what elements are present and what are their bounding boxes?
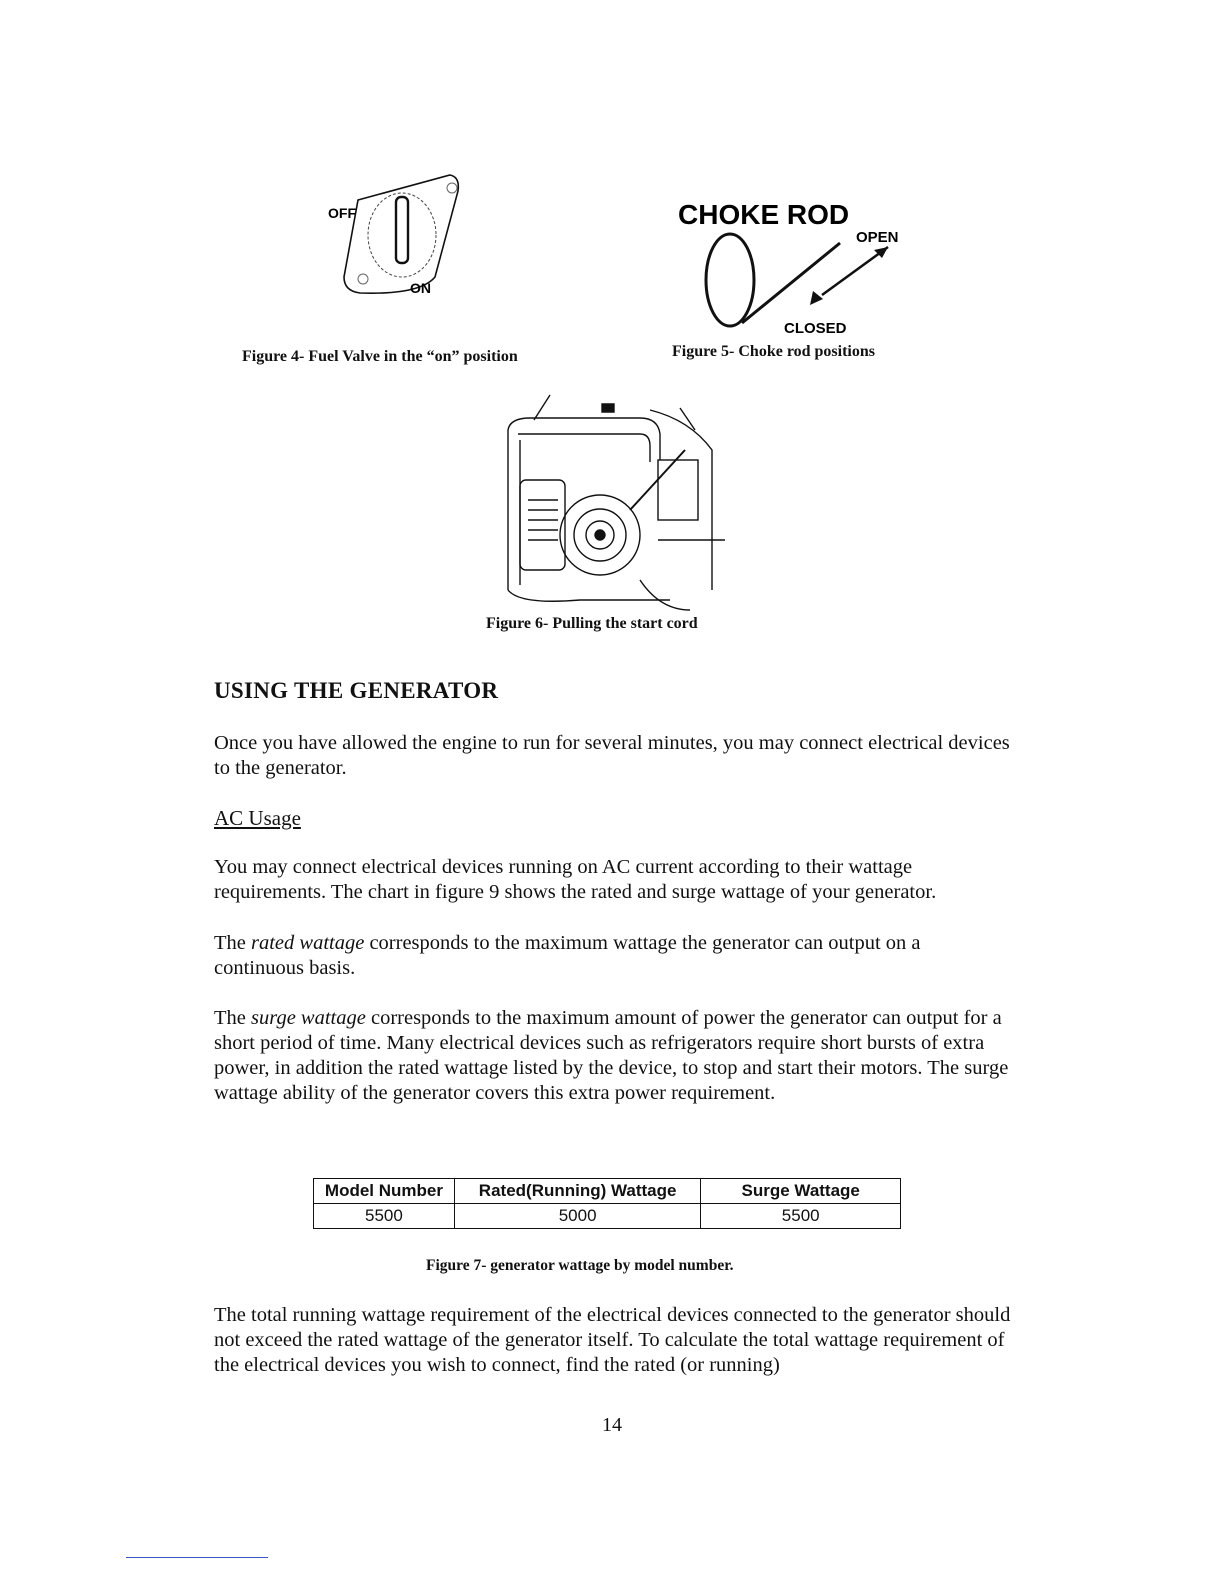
surge-wattage-term: surge wattage [251,1007,366,1029]
paragraph-surge-wattage [214,1006,1014,1106]
surge-prefix: The [214,1007,251,1029]
rated-rest: corresponds to the maximum wattage the generator can output on a continuous basis. [214,932,921,979]
fuel-valve-figure [300,165,480,305]
off-label: OFF [328,205,356,221]
figure6-caption: Figure 6- Pulling the start cord [486,615,698,632]
figure4-caption: Figure 4- Fuel Valve in the “on” position [242,348,518,365]
figure5-caption: Figure 5- Choke rod positions [672,343,875,360]
footnote-separator [126,1557,268,1558]
table-header-row [314,1179,901,1204]
choke-rod-title: CHOKE ROD [678,199,850,230]
plate-hole-top [447,183,457,193]
header-model-number: Model Number [314,1179,455,1204]
closed-label: CLOSED [784,320,847,337]
table-row [314,1204,901,1229]
choke-rod-loop [706,234,754,326]
paragraph-total-running-wattage: The total running wattage requirement of the electrical devices connected to the generator should not exceed the rated wattage of the generator itself. To calculate the total wattage requirement of the electrical devices you wish to connect, find the rated (or running) [214,1304,1011,1376]
intro-paragraph: Once you have allowed the engine to run for several minutes, you may connect electrical devices to the generator. [214,732,1010,779]
rated-prefix: The [214,932,251,954]
paragraph-rated-wattage [214,931,1014,981]
wattage-table [313,1178,901,1229]
paragraph-wattage-requirements: You may connect electrical devices running on AC current according to their wattage requirements. The chart in figure 9 shows the rated and surge wattage of your generator. [214,856,937,903]
ac-usage-subheading: AC Usage [214,806,301,830]
on-label: ON [410,280,431,296]
fuel-valve-lever [396,197,408,263]
page-number: 14 [602,1414,622,1436]
surge-rest: corresponds to the maximum amount of power the generator can output for a short period of time. Many electrical devices such as refrigerators require short bursts of extra power, in addition the rated wattage listed by the device, to stop and start their motors. The surge wattage ability of the generator covers this extra power requirement. [214,1007,1009,1104]
cell-rated-wattage: 5000 [454,1204,701,1229]
header-surge-wattage: Surge Wattage [701,1179,901,1204]
cell-model-number: 5500 [314,1204,455,1229]
choke-rod-shaft [742,243,840,323]
section-heading: USING THE GENERATOR [214,678,499,703]
rated-wattage-term: rated wattage [251,932,365,954]
choke-rod-figure [670,195,920,345]
header-rated-wattage: Rated(Running) Wattage [454,1179,701,1204]
cell-surge-wattage: 5500 [701,1204,901,1229]
plate-hole-bottom [358,274,368,284]
figure7-caption: Figure 7- generator wattage by model number. [426,1257,734,1274]
open-label: OPEN [856,229,899,246]
closed-arrow-head [810,291,823,305]
generator-figure [490,390,740,615]
